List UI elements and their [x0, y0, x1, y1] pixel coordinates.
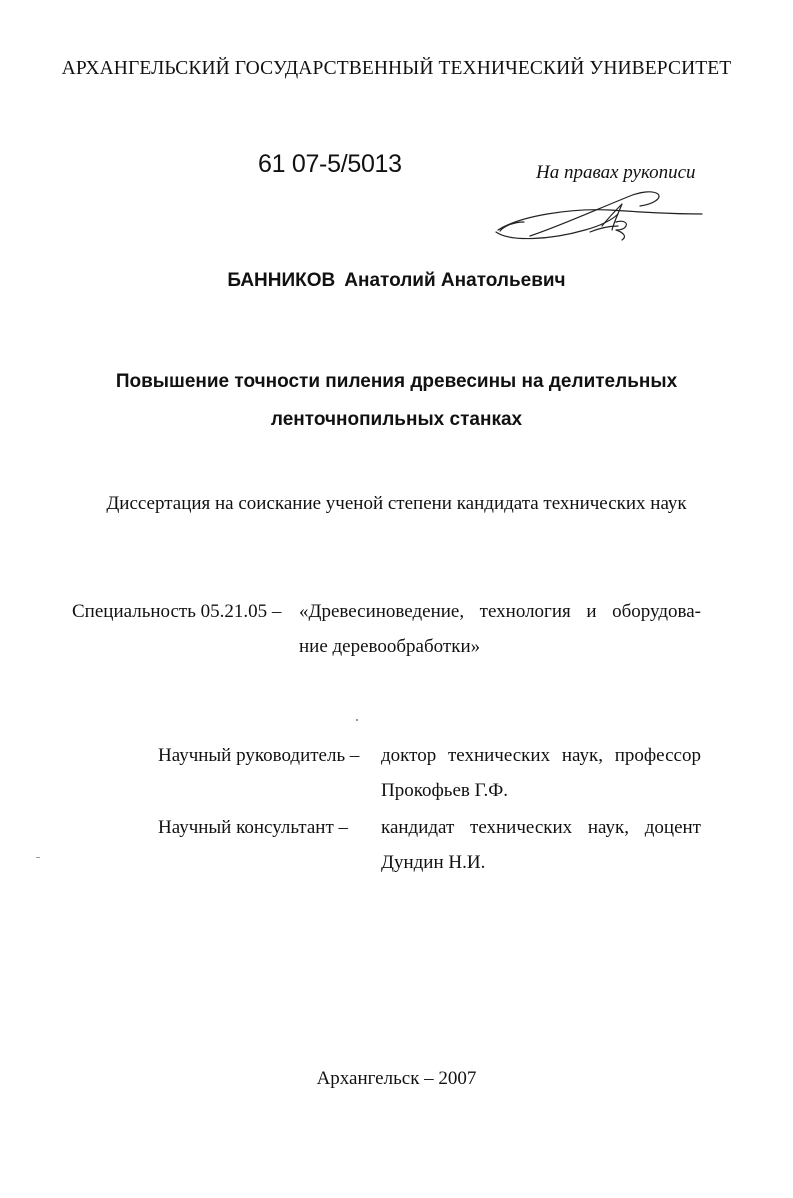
specialty-word: оборудова-	[612, 601, 701, 622]
consultant-degree	[381, 817, 701, 839]
supervisor-name: Прокофьев Г.Ф.	[381, 780, 508, 801]
consultant-word: доцент	[644, 817, 701, 838]
title-line-2: ленточнопильных станках	[270, 409, 523, 430]
consultant-value	[381, 817, 701, 874]
dissertation-statement: Диссертация на соискание ученой степени кандидата технических наук	[106, 493, 687, 514]
specialty-word: «Древесиноведение,	[299, 601, 465, 622]
scan-speck	[356, 719, 358, 721]
consultant-word: кандидат	[381, 817, 455, 838]
author-given-names: Анатолий Анатольевич	[344, 270, 566, 291]
specialty-label: Специальность 05.21.05 –	[72, 601, 282, 622]
supervisor-degree	[381, 745, 701, 767]
city-year: Архангельск – 2007	[316, 1068, 477, 1089]
university-name: АРХАНГЕЛЬСКИЙ ГОСУДАРСТВЕННЫЙ ТЕХНИЧЕСКИЙ УНИВЕРСИТЕТ	[61, 58, 732, 79]
specialty-line-1	[299, 601, 701, 623]
supervisor-word: доктор	[381, 745, 437, 766]
author-name	[0, 270, 793, 292]
author-surname: БАННИКОВ	[227, 270, 336, 291]
consultant-name: Дундин Н.И.	[381, 852, 486, 873]
title-line-1: Повышение точности пиления древесины на делительных	[115, 371, 678, 392]
supervisor-word: наук,	[561, 745, 603, 766]
specialty-word: и	[586, 601, 597, 622]
supervisor-value	[381, 745, 701, 802]
consultant-label: Научный консультант –	[158, 817, 348, 838]
supervisor-word: технических	[447, 745, 551, 766]
signature-image	[490, 186, 705, 246]
specialty-value	[299, 601, 701, 657]
specialty-line-2: ние деревообработки»	[299, 636, 481, 657]
catalog-number: 61 07-5/5013	[258, 150, 402, 178]
supervisor-word: профессор	[614, 745, 701, 766]
consultant-word: технических	[470, 817, 573, 838]
dissertation-title	[0, 363, 793, 439]
manuscript-note: На правах рукописи	[536, 162, 696, 183]
supervisor-label: Научный руководитель –	[158, 745, 360, 766]
consultant-word: наук,	[587, 817, 630, 838]
specialty-word: технология	[479, 601, 571, 622]
scan-margin-mark	[36, 857, 40, 858]
